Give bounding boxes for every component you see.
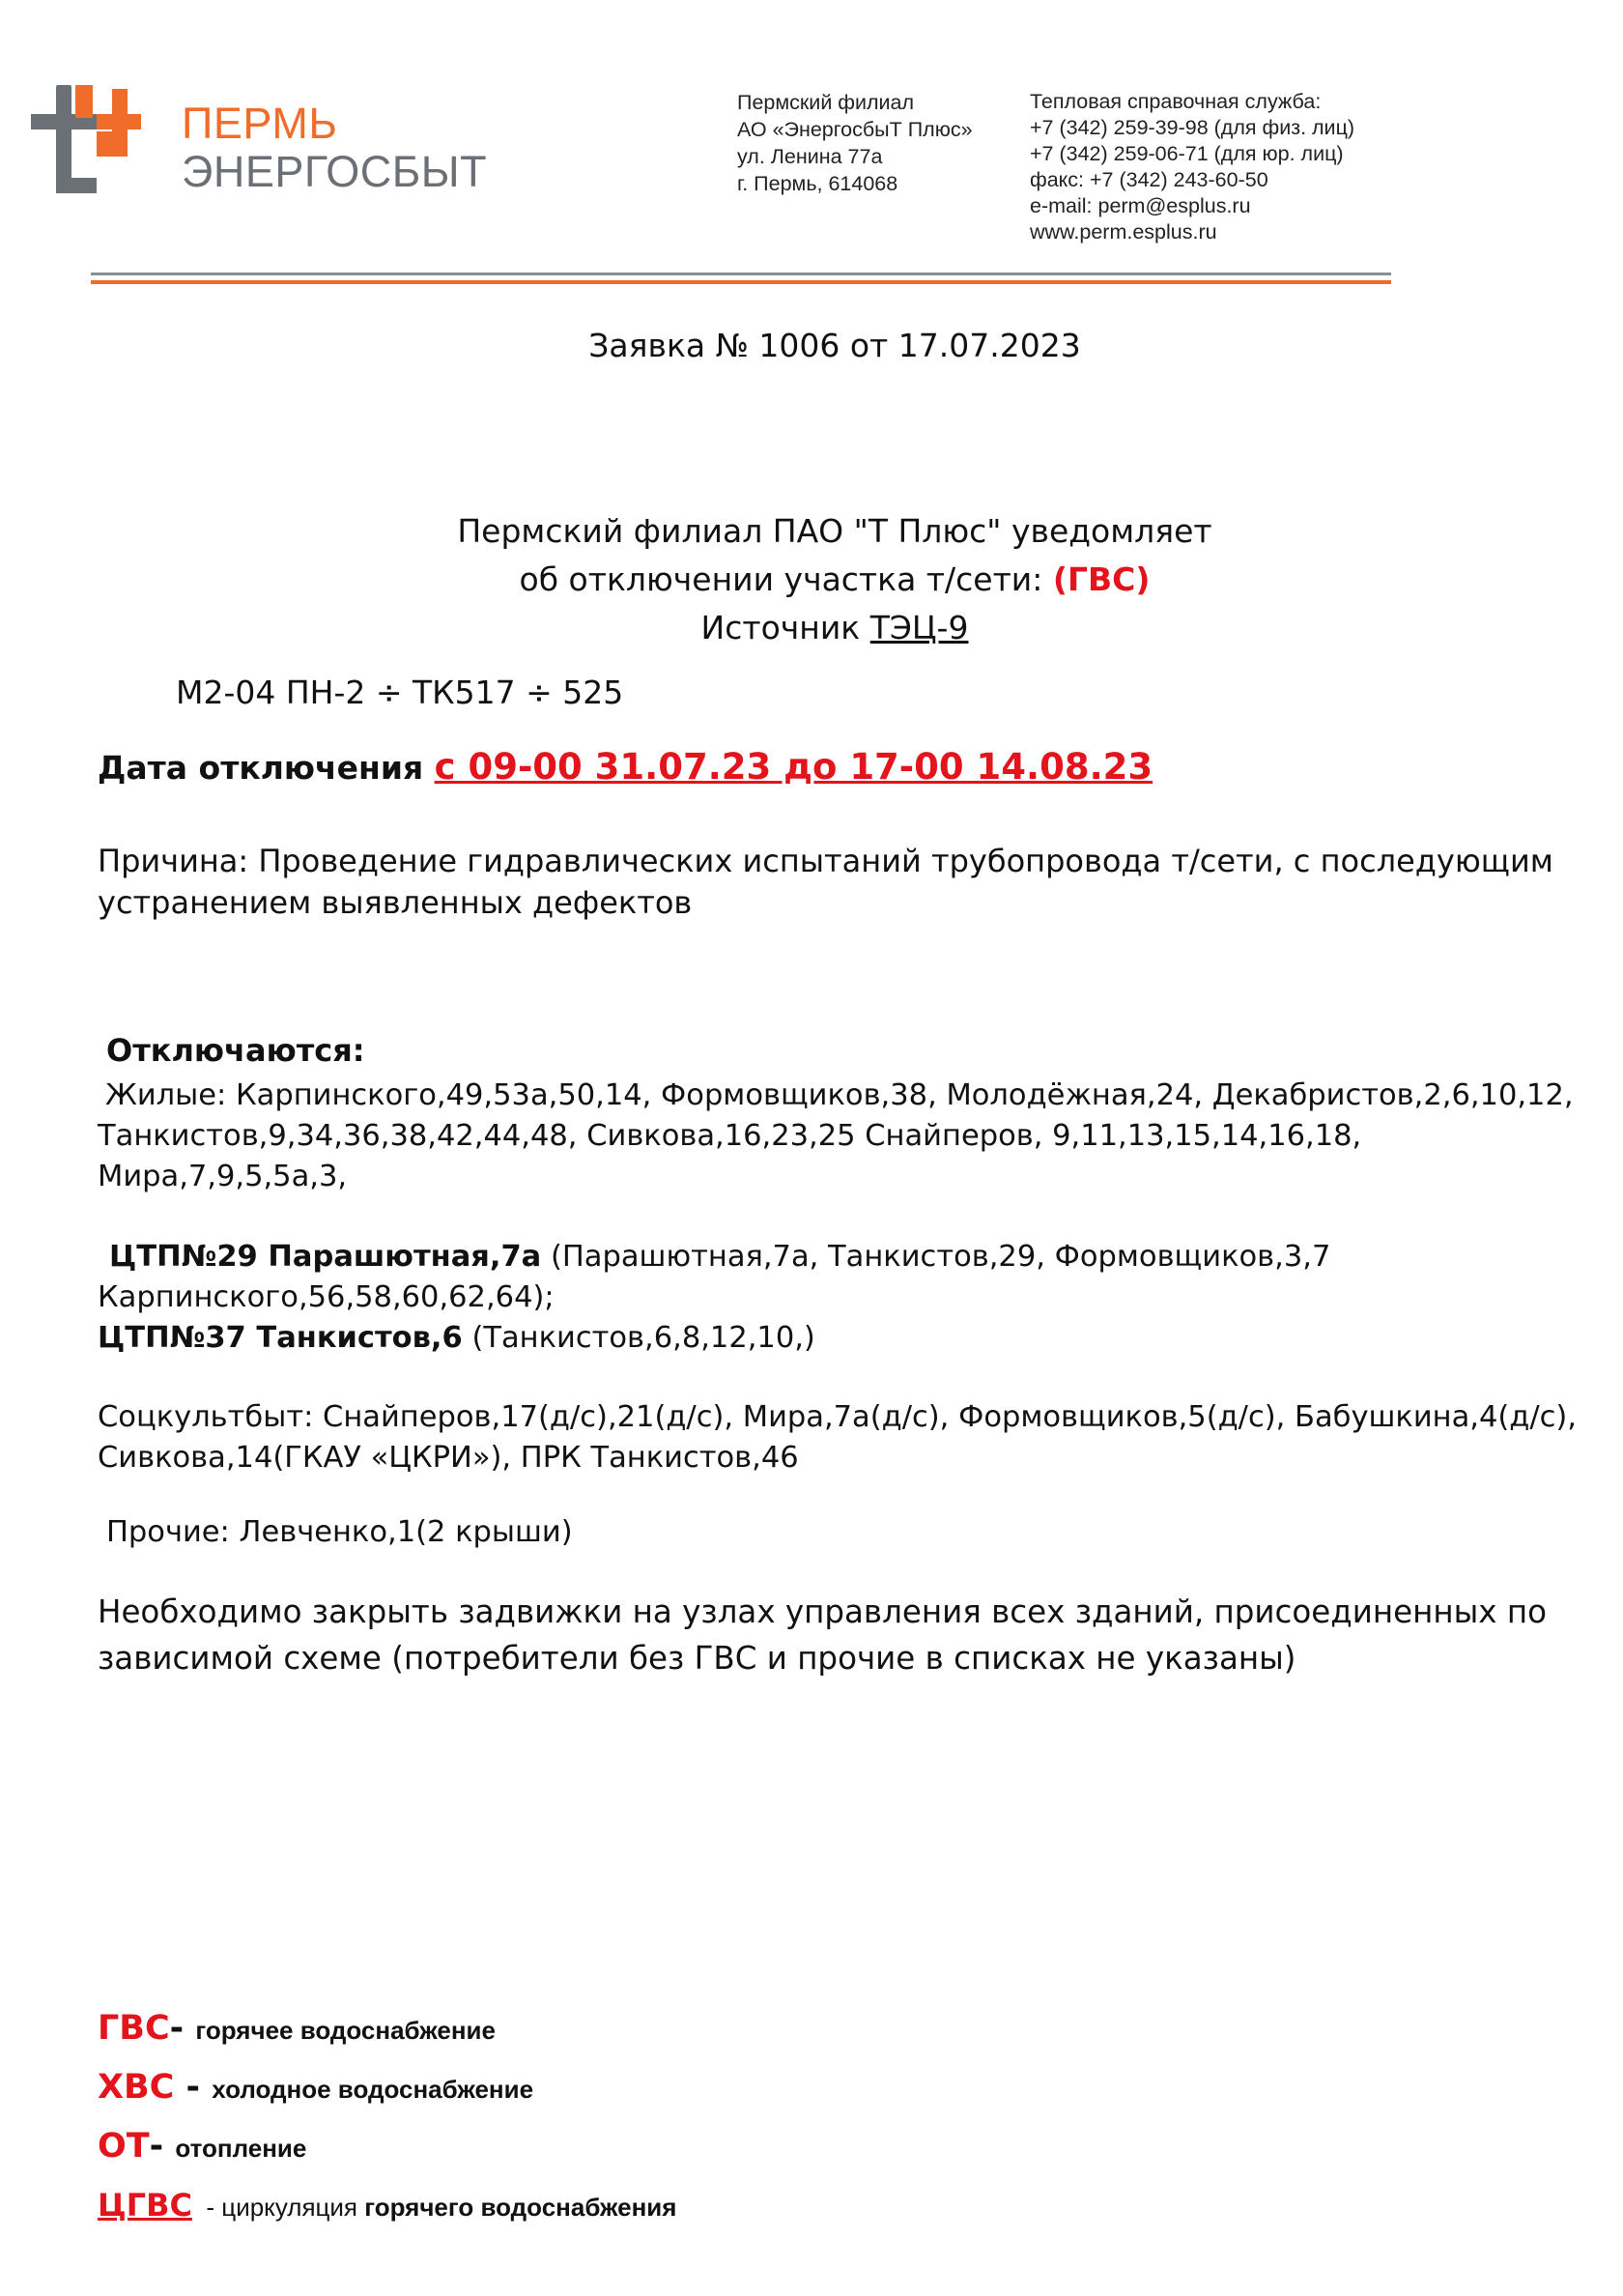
contact-line: +7 (342) 259-39-98 (для физ. лиц): [1030, 116, 1355, 139]
legend-key: ГВС: [98, 2009, 170, 2048]
legend-desc: отопление: [175, 2134, 307, 2163]
address-line: Пермский филиал: [737, 91, 915, 114]
logo-line1: ПЕРМЬ: [182, 99, 338, 148]
other-consumers: Прочие: Левченко,1(2 крыши): [106, 1515, 573, 1549]
contact-info: [1030, 89, 1354, 245]
legend-desc: горячее водоснабжение: [195, 2016, 496, 2045]
contact-email: e-mail: perm@esplus.ru: [1030, 194, 1251, 217]
contact-line: факс: +7 (342) 243-60-50: [1030, 168, 1268, 191]
ctp29-label: ЦТП№29 Парашютная,7а: [109, 1240, 542, 1274]
notice-line1: Пермский филиал ПАО "Т Плюс" уведомляет: [457, 512, 1212, 550]
logo-mark: [31, 85, 141, 193]
ctp29-text: (Парашютная,7а, Танкистов,29, Формовщиков,3,7: [541, 1240, 1331, 1274]
request-title: Заявка № 1006 от 17.07.2023: [588, 327, 1081, 364]
notice-text: об отключении участка т/сети:: [519, 560, 1053, 598]
ctp29-line2: Карпинского,56,58,60,62,64);: [98, 1280, 555, 1314]
date-value: с 09-00 31.07.23 до 17-00 14.08.23: [434, 746, 1153, 788]
outage-date: [98, 746, 1153, 788]
legend-key: ЦГВС: [98, 2187, 192, 2224]
contact-line: Тепловая справочная служба:: [1030, 90, 1322, 113]
source-label: Источник: [700, 609, 870, 646]
disconnected-heading: Отключаются:: [106, 1032, 365, 1069]
ctp37-line: [98, 1318, 1330, 1359]
notice-line2: [0, 560, 1623, 598]
legend-sep: -: [169, 2009, 196, 2048]
source-line: [0, 609, 1623, 646]
ctp-list: [98, 1237, 1330, 1359]
ctp29-line: [98, 1237, 1330, 1277]
reason-line: устранением выявленных дефектов: [98, 884, 693, 921]
ctp37-text: (Танкистов,6,8,12,10,): [462, 1321, 815, 1355]
source-value: ТЭЦ-9: [869, 609, 969, 646]
legend-desc-normal: циркуляция: [221, 2193, 365, 2222]
social-line: Сивкова,14(ГКАУ «ЦКРИ»), ПРК Танкистов,46: [98, 1441, 799, 1475]
legend-item: [98, 2120, 676, 2179]
residential-line: Жилые: Карпинского,49,53а,50,14, Формовщиков,38, Молодёжная,24, Декабристов,2,6,10,12,: [105, 1078, 1574, 1112]
address-line: ул. Ленина 77а: [737, 145, 883, 168]
header-divider-gray: [91, 273, 1391, 275]
header-divider-orange: [91, 280, 1391, 284]
legend-item: [98, 2061, 676, 2120]
social-list: [98, 1397, 1577, 1478]
legend-item: [98, 2179, 676, 2238]
abbreviation-legend: [98, 2002, 676, 2238]
legend-sep: -: [191, 2193, 222, 2222]
date-label: Дата отключения: [98, 749, 435, 787]
network-section: М2-04 ПН-2 ÷ ТК517 ÷ 525: [176, 674, 624, 711]
logo-line2: ЭНЕРГОСБЫТ: [182, 147, 488, 196]
social-line: Соцкультбыт: Снайперов,17(д/с),21(д/с), Мира,7а(д/с), Формовщиков,5(д/с), Бабушкина,4(д/с),: [98, 1400, 1578, 1434]
legend-key: ХВС: [98, 2068, 175, 2107]
residential-list: [98, 1076, 1574, 1197]
reason: [98, 841, 1553, 924]
logo-wordmark: [182, 100, 487, 196]
residential-line: Танкистов,9,34,36,38,42,44,48, Сивкова,16,23,25 Снайперов, 9,11,13,15,14,16,18,: [98, 1119, 1362, 1153]
valve-note: [98, 1589, 1547, 1681]
note-line: зависимой схеме (потребители без ГВС и прочие в списках не указаны): [98, 1640, 1296, 1677]
service-type: (ГВС): [1052, 560, 1151, 598]
reason-line: Причина: Проведение гидравлических испытаний трубопровода т/сети, с последующим: [98, 843, 1553, 879]
legend-key: ОТ: [98, 2127, 150, 2166]
residential-line: Мира,7,9,5,5а,3,: [98, 1160, 348, 1193]
legend-sep: -: [174, 2068, 213, 2107]
legend-desc: холодное водоснабжение: [212, 2075, 534, 2104]
address-line: АО «ЭнергосбыТ Плюс»: [737, 118, 973, 141]
ctp37-label: ЦТП№37 Танкистов,6: [98, 1321, 463, 1355]
address-line: г. Пермь, 614068: [737, 172, 898, 195]
note-line: Необходимо закрыть задвижки на узлах управления всех зданий, присоединенных по: [98, 1593, 1547, 1630]
contact-website: www.perm.esplus.ru: [1030, 220, 1217, 244]
branch-address: [737, 89, 973, 197]
legend-sep: -: [149, 2127, 176, 2166]
contact-line: +7 (342) 259-06-71 (для юр. лиц): [1030, 142, 1344, 165]
legend-desc: горячего водоснабжения: [364, 2193, 677, 2222]
legend-item: [98, 2002, 676, 2061]
